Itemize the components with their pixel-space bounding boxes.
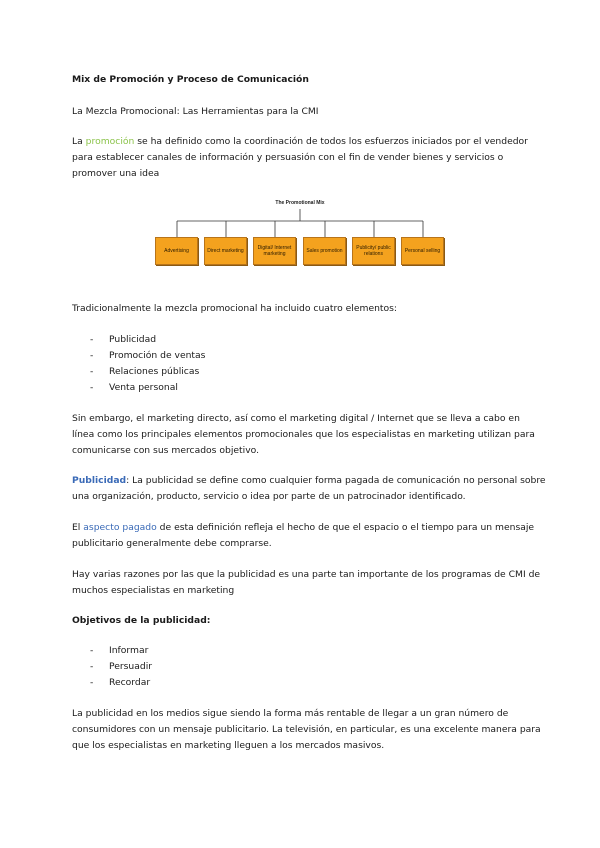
diagram-box-personal-selling: Personal selling — [401, 237, 444, 265]
direct-line-3: comunicarse con sus mercados objetivo. — [72, 445, 260, 456]
diagram-box-digital-marketing: Digital/ Internet marketing — [253, 237, 296, 265]
intro-line-2: para establecer canales de información y persuasión con el fin de vender bienes y servicios o — [72, 152, 504, 163]
diagram-box-sales-promotion: Sales promotion — [303, 237, 346, 265]
intro-line-1-rest: se ha definido como la coordinación de todos los esfuerzos iniciados por el vendedor — [134, 136, 528, 147]
medios-line-1: La publicidad en los medios sigue siendo la forma más rentable de llegar a un gran número de — [72, 708, 509, 719]
intro-prefix: La — [72, 136, 86, 147]
document-title: Mix de Promoción y Proceso de Comunicación — [72, 74, 309, 85]
document-subtitle: La Mezcla Promocional: Las Herramientas para la CMI — [72, 106, 319, 117]
intro-line-3: promover una idea — [72, 168, 160, 179]
list-item: - Informar — [90, 645, 149, 656]
list-item: - Persuadir — [90, 661, 153, 672]
direct-line-2: línea como los principales elementos promocionales que los especialistas en marketing utilizan para — [72, 429, 535, 440]
publicidad-link[interactable]: Publicidad — [72, 475, 127, 486]
list-item: - Promoción de ventas — [90, 350, 206, 361]
direct-line-1: Sin embargo, el marketing directo, así como el marketing digital / Internet que se lleva a cabo en — [72, 413, 520, 424]
medios-line-3: que los especialistas en marketing lleguen a los mercados masivos. — [72, 740, 385, 751]
promocion-link[interactable]: promoción — [85, 136, 135, 147]
medios-line-2: consumidores con un mensaje publicitario. La televisión, en particular, es una excelente manera para — [72, 724, 541, 735]
aspecto-pagado-link[interactable]: aspecto pagado — [83, 522, 157, 533]
diagram-box-direct-marketing: Direct marketing — [204, 237, 247, 265]
diagram-box-publicity: Publicity/ public relations — [352, 237, 395, 265]
intro-line-1 — [72, 136, 528, 148]
promotional-mix-diagram — [150, 199, 450, 273]
traditional-text: Tradicionalmente la mezcla promocional ha incluido cuatro elementos: — [72, 303, 398, 314]
diagram-title: The Promotional Mix — [275, 200, 325, 206]
list-item: - Venta personal — [90, 382, 178, 393]
publicidad-line-2: una organización, producto, servicio o idea por parte de un patrocinador identificado. — [72, 491, 466, 502]
publicidad-line-1: Publicidad: La publicidad se define como cualquier forma pagada de comunicación no personal sobre — [72, 475, 546, 486]
list-item: - Recordar — [90, 677, 151, 688]
pagado-line-2: publicitario generalmente debe comprarse. — [72, 538, 272, 549]
razones-line-2: muchos especialistas en marketing — [72, 585, 235, 596]
pagado-line-1: El aspecto pagado de esta definición refleja el hecho de que el espacio o el tiempo para un mensaje — [72, 522, 535, 533]
objetivos-heading: Objetivos de la publicidad: — [72, 615, 211, 626]
diagram-box-advertising: Advertising — [155, 237, 198, 265]
list-item: - Publicidad — [90, 334, 157, 345]
list-item: - Relaciones públicas — [90, 366, 200, 377]
razones-line-1: Hay varias razones por las que la publicidad es una parte tan importante de los programas de CMI de — [72, 569, 541, 580]
